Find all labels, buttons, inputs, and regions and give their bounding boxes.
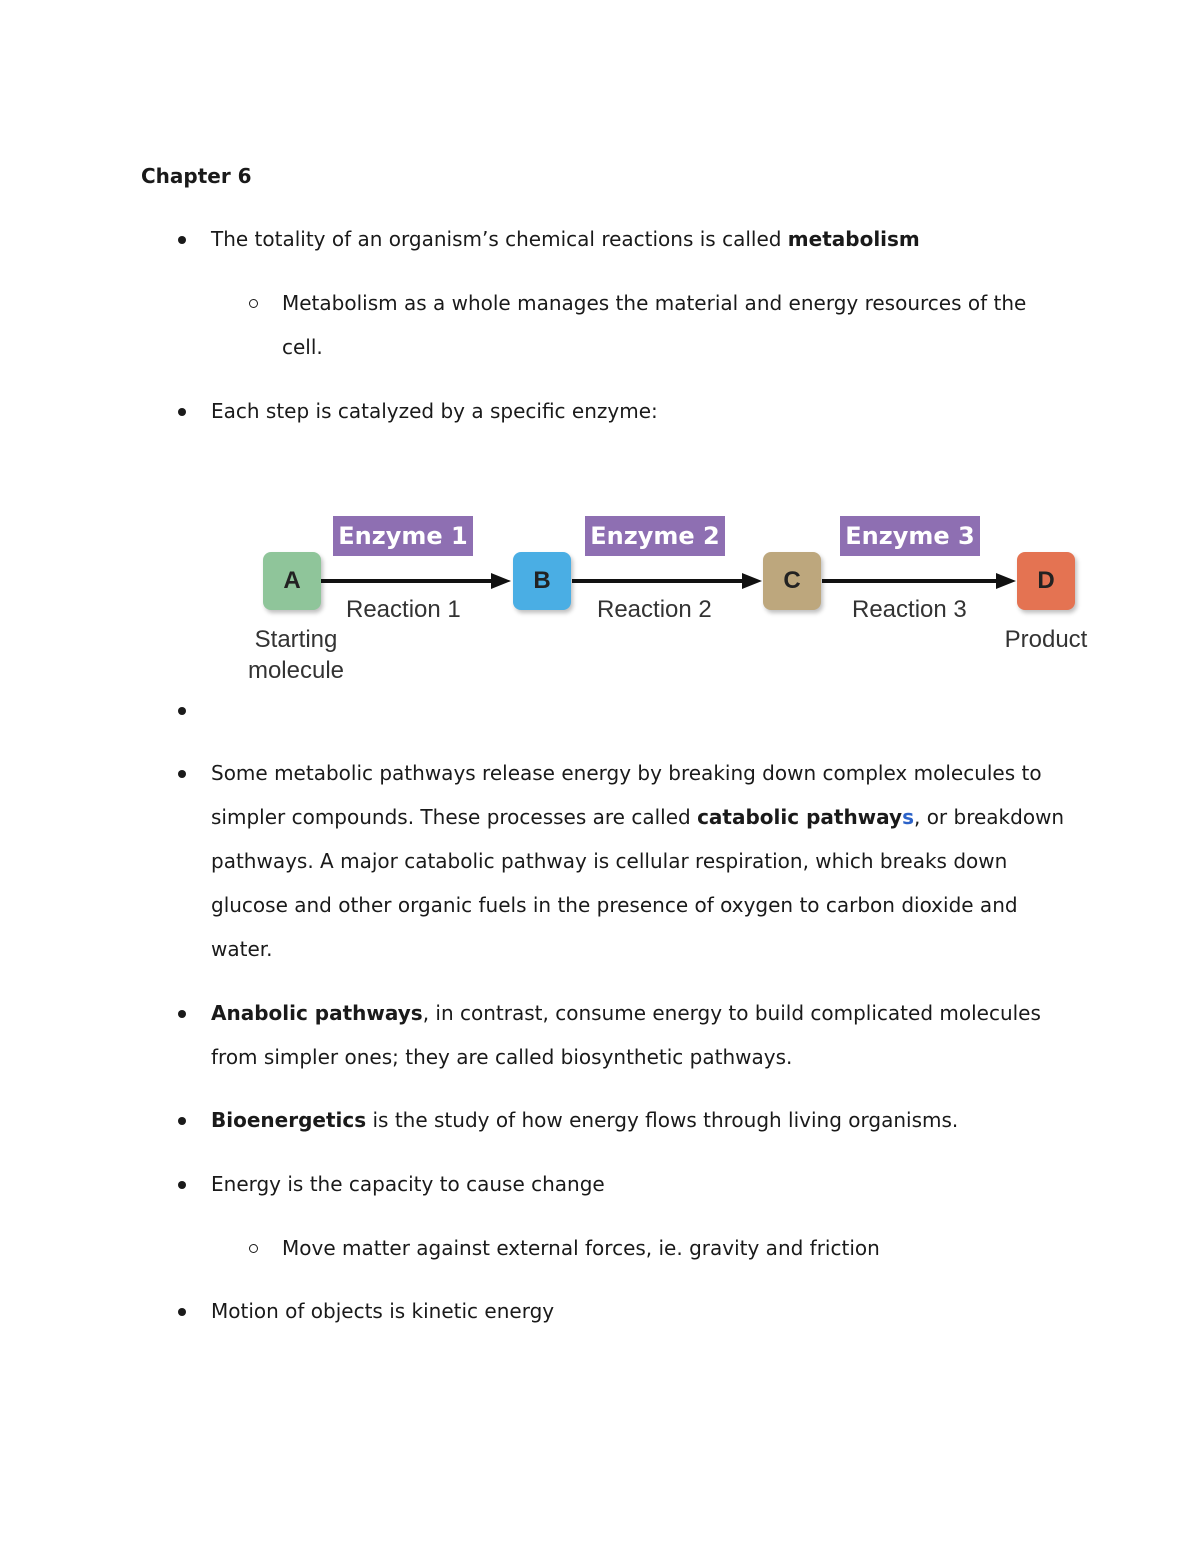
list-item-catabolic: [211, 751, 1071, 971]
starting-label-line2: molecule: [247, 657, 345, 684]
metabolic-pathway-diagram: [240, 508, 1100, 688]
item-bold-term: catabolic pathway: [697, 805, 903, 829]
item-text-line2: from simpler ones; they are called biosynthetic pathways.: [211, 1045, 793, 1069]
chapter-title: Chapter 6: [141, 164, 252, 188]
item-text-line1: Metabolism as a whole manages the material and energy resources of the: [282, 291, 1027, 315]
bullet-icon: [178, 707, 186, 715]
list-item-kinetic: Motion of objects is kinetic energy: [211, 1299, 555, 1323]
item-text-line2: cell.: [282, 335, 323, 359]
molecule-node-c: C: [763, 552, 821, 610]
list-item-energy-sub: Move matter against external forces, ie. gravity and friction: [282, 1236, 880, 1260]
item-text-line5: water.: [211, 937, 273, 961]
list-item-metabolism: [211, 217, 1071, 261]
arrow-icon: [321, 571, 513, 591]
item-bold-term: metabolism: [787, 227, 920, 251]
reaction-label-3: Reaction 3: [852, 596, 967, 623]
item-text: is the study of how energy flows through living organisms.: [366, 1108, 959, 1132]
item-bold-term-suffix: s: [902, 805, 914, 829]
list-item-energy: Energy is the capacity to cause change: [211, 1172, 605, 1196]
item-text-line2-end: , or breakdown: [913, 805, 1065, 829]
molecule-node-a: A: [263, 552, 321, 610]
molecule-node-d: D: [1017, 552, 1075, 610]
bullet-icon: [178, 1181, 186, 1189]
bullet-icon: [178, 408, 186, 416]
item-text-line1: Some metabolic pathways release energy by breaking down complex molecules to: [211, 761, 1042, 785]
list-item-metabolism-sub: [282, 281, 1042, 369]
starting-molecule-label: [240, 624, 352, 686]
item-text-line2: simpler compounds. These processes are called: [211, 805, 698, 829]
item-bold-term: Anabolic pathways: [211, 1001, 423, 1025]
item-text: The totality of an organism’s chemical reactions is called: [211, 227, 788, 251]
enzyme-label-3: Enzyme 3: [840, 516, 980, 556]
item-text-line1: , in contrast, consume energy to build complicated molecules: [422, 1001, 1041, 1025]
arrow-icon: [572, 571, 764, 591]
bullet-icon: [178, 770, 186, 778]
arrow-icon: [822, 571, 1018, 591]
starting-label-line1: Starting: [254, 626, 338, 653]
list-item-anabolic: [211, 991, 1071, 1079]
sub-bullet-icon: [249, 299, 258, 308]
enzyme-label-2: Enzyme 2: [585, 516, 725, 556]
item-text-line4: glucose and other organic fuels in the presence of oxygen to carbon dioxide and: [211, 893, 1018, 917]
bullet-icon: [178, 1308, 186, 1316]
list-item-bioenergetics: [211, 1098, 1071, 1142]
reaction-label-1: Reaction 1: [346, 596, 461, 623]
item-text-line3: pathways. A major catabolic pathway is cellular respiration, which breaks down: [211, 849, 1008, 873]
molecule-node-b: B: [513, 552, 571, 610]
enzyme-label-1: Enzyme 1: [333, 516, 473, 556]
product-label: Product: [1004, 626, 1088, 653]
bullet-icon: [178, 236, 186, 244]
list-item-enzyme-step: Each step is catalyzed by a specific enzyme:: [211, 399, 658, 423]
item-bold-term: Bioenergetics: [211, 1108, 367, 1132]
reaction-label-2: Reaction 2: [597, 596, 712, 623]
bullet-icon: [178, 1010, 186, 1018]
bullet-icon: [178, 1117, 186, 1125]
sub-bullet-icon: [249, 1244, 258, 1253]
